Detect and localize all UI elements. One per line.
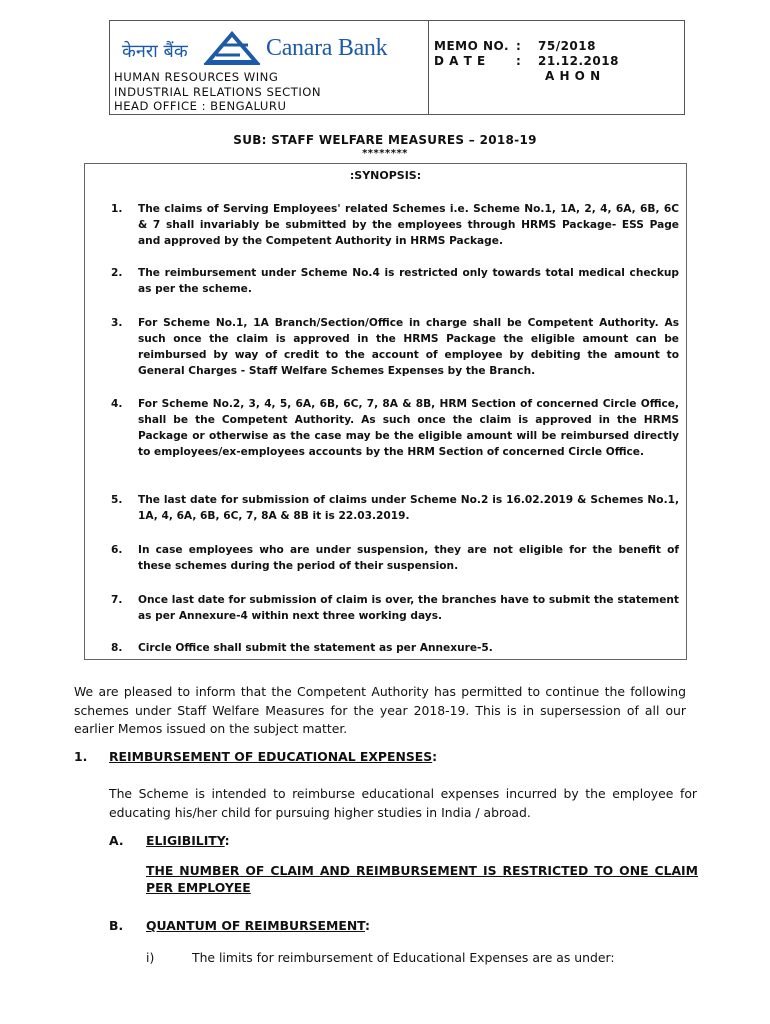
section-number: 1. (74, 749, 88, 764)
subsection-a-number: A. (109, 833, 124, 848)
synopsis-title: :SYNOPSIS: (349, 169, 422, 182)
scheme-description: The Scheme is intended to reimburse educational expenses incurred by the employee for educating his/her child for pursuing higher studies in India / abroad. (109, 786, 697, 820)
issuing-office (114, 70, 321, 114)
item-i-number: i) (146, 950, 155, 965)
synopsis-item-text: The claims of Serving Employees' related Schemes i.e. Scheme No.1, 1A, 2, 4, 6A, 6B, 6C & 7 shall invariably be submitted by the employees through HRMS Package- ESS Page and approved by the Competent Authority in HRMS Package. (138, 203, 679, 247)
synopsis-item-text: For Scheme No.1, 1A Branch/Section/Office in charge shall be Competent Authority. As such once the claim is approved in the HRMS Package the eligible amount can be reimbursed by way of credit to the account of employee by debiting the amount to General Charges - Staff Welfare Schemes Expenses by the Branch. (138, 317, 679, 377)
org-line: HUMAN RESOURCES WING (114, 70, 279, 84)
date-value: 21.12.2018 (538, 54, 619, 68)
canara-bank-logo (122, 29, 422, 69)
logo-name-text: Canara Bank (266, 35, 388, 61)
org-line: INDUSTRIAL RELATIONS SECTION (114, 84, 322, 99)
synopsis-item-number: 5. (111, 494, 123, 506)
synopsis-item-text: The last date for submission of claims under Scheme No.2 is 16.02.2019 & Schemes No.1, 1A, 4, 6A, 6B, 6C, 7, 8A & 8B it is 22.03.2019. (138, 494, 679, 522)
synopsis-item-number: 1. (111, 203, 123, 215)
synopsis-item-text: Circle Office shall submit the statement as per Annexure-5. (138, 642, 493, 654)
memo-no-label: MEMO NO. (434, 39, 509, 53)
synopsis-item-text: For Scheme No.2, 3, 4, 5, 6A, 6B, 6C, 7, 8A & 8B, HRM Section of concerned Circle Office, shall be the Competent Authority. As such once the claim is approved in the HRMS Package or otherwise as the case may be the eligible amount will be reimbursed directly to employees/ex-employees accounts by the HRM Section of concerned Circle Office. (138, 398, 679, 458)
header-divider (428, 21, 429, 114)
header-left-panel (110, 21, 428, 114)
subject-line: SUB: STAFF WELFARE MEASURES – 2018-19 (233, 133, 537, 147)
subsection-b-title (146, 918, 370, 933)
item-i-text: The limits for reimbursement of Educational Expenses are as under: (192, 950, 615, 965)
org-line: HEAD OFFICE : BENGALURU (114, 99, 287, 113)
memo-no-value: 75/2018 (538, 39, 596, 53)
section-title-text: REIMBURSEMENT OF EDUCATIONAL EXPENSES (109, 749, 433, 764)
synopsis-item-number: 2. (111, 267, 123, 279)
synopsis-box (84, 163, 687, 660)
claim-restriction-notice: THE NUMBER OF CLAIM AND REIMBURSEMENT IS RESTRICTED TO ONE CLAIM PER EMPLOYEE (146, 863, 698, 895)
section-title-suffix: : (432, 749, 438, 764)
section-title (109, 749, 437, 764)
synopsis-item (111, 201, 679, 249)
synopsis-item (111, 640, 679, 656)
subsection-a-title (146, 833, 230, 848)
synopsis-item (111, 542, 679, 574)
synopsis-item-number: 8. (111, 642, 123, 654)
synopsis-item (111, 396, 679, 460)
synopsis-item (111, 315, 679, 379)
quantum-suffix: : (364, 918, 370, 933)
synopsis-item-text: In case employees who are under suspension, they are not eligible for the benefit of these schemes during the period of their suspension. (138, 544, 679, 572)
subsection-b-number: B. (109, 918, 124, 933)
synopsis-item-number: 4. (111, 398, 123, 410)
eligibility-heading: ELIGIBILITY (146, 833, 225, 848)
memo-colon: : (516, 39, 522, 53)
date-colon: : (516, 54, 522, 68)
memo-header (109, 20, 685, 115)
synopsis-item-number: 7. (111, 594, 123, 606)
canara-bank-emblem-icon (202, 31, 262, 67)
synopsis-item (111, 592, 679, 624)
quantum-heading: QUANTUM OF REIMBURSEMENT (146, 918, 365, 933)
subject-separator: ******** (362, 148, 408, 159)
synopsis-item (111, 492, 679, 524)
synopsis-item-text: The reimbursement under Scheme No.4 is restricted only towards total medical checkup as per the scheme. (138, 267, 679, 295)
place-value: A H O N (545, 69, 601, 83)
synopsis-item-text: Once last date for submission of claim is over, the branches have to submit the statement as per Annexure-4 within next three working days. (138, 594, 679, 622)
synopsis-item (111, 265, 679, 297)
date-label: D A T E (434, 54, 486, 68)
eligibility-suffix: : (224, 833, 230, 848)
synopsis-item-number: 6. (111, 544, 123, 556)
intro-paragraph: We are pleased to inform that the Competent Authority has permitted to continue the following schemes under Staff Welfare Measures for the year 2018-19. This is in supersession of all our earlier Memos issued on the subject matter. (74, 684, 686, 736)
logo-hindi-text: केनरा बैंक (122, 41, 188, 62)
synopsis-item-number: 3. (111, 317, 123, 329)
